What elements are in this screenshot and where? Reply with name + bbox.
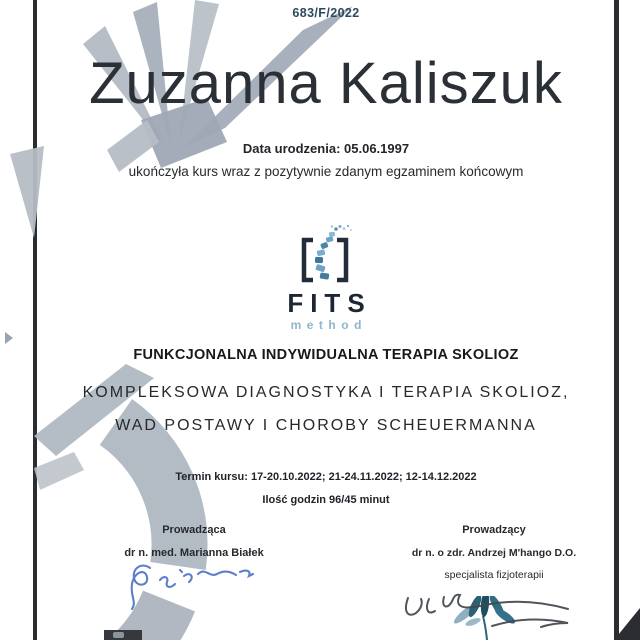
photo-frame-corner	[606, 602, 640, 640]
recipient-name: Zuzanna Kaliszuk	[89, 51, 563, 116]
leaf-sliver-decoration	[0, 142, 52, 242]
birth-date-line: Data urodzenia: 05.06.1997	[242, 141, 410, 156]
certificate-number: 683/F/2022	[292, 6, 360, 20]
instructor-left-block	[88, 524, 300, 559]
course-dates-line: Termin kursu: 17-20.10.2022; 21-24.11.2022; 12-14.12.2022	[175, 471, 477, 483]
completion-statement: ukończyła kurs wraz z pozytywnie zdanym egzaminem końcowym	[128, 164, 524, 179]
instructor-right-role: Prowadzący	[462, 524, 526, 536]
instructor-left-name: dr n. med. Marianna Białek	[124, 547, 264, 559]
instructor-right-block	[385, 524, 603, 581]
logo-brand-text: FITS	[287, 288, 372, 318]
spine-in-brackets-icon	[296, 224, 354, 284]
logo-sub-text: method	[290, 318, 367, 332]
instructor-right-name: dr n. o zdr. Andrzej M'hango D.O.	[411, 547, 577, 559]
program-title: FUNKCJONALNA INDYWIDUALNA TERAPIA SKOLIOZ	[133, 347, 519, 363]
cropped-stamp-decoration	[104, 630, 142, 640]
instructor-left-role: Prowadząca	[162, 524, 226, 536]
program-scope-line1: KOMPLEKSOWA DIAGNOSTYKA I TERAPIA SKOLIOZ,	[82, 384, 570, 401]
signature-left-blue	[118, 556, 268, 612]
instructor-right-specialty: specjalista fizjoterapii	[444, 569, 544, 581]
signature-right-dark	[398, 590, 583, 634]
course-hours-line: Ilość godzin 96/45 minut	[262, 494, 390, 506]
program-scope-line2: WAD POSTAWY I CHOROBY SCHEUERMANNA	[115, 417, 537, 434]
palm-frond-decoration	[55, 0, 355, 235]
